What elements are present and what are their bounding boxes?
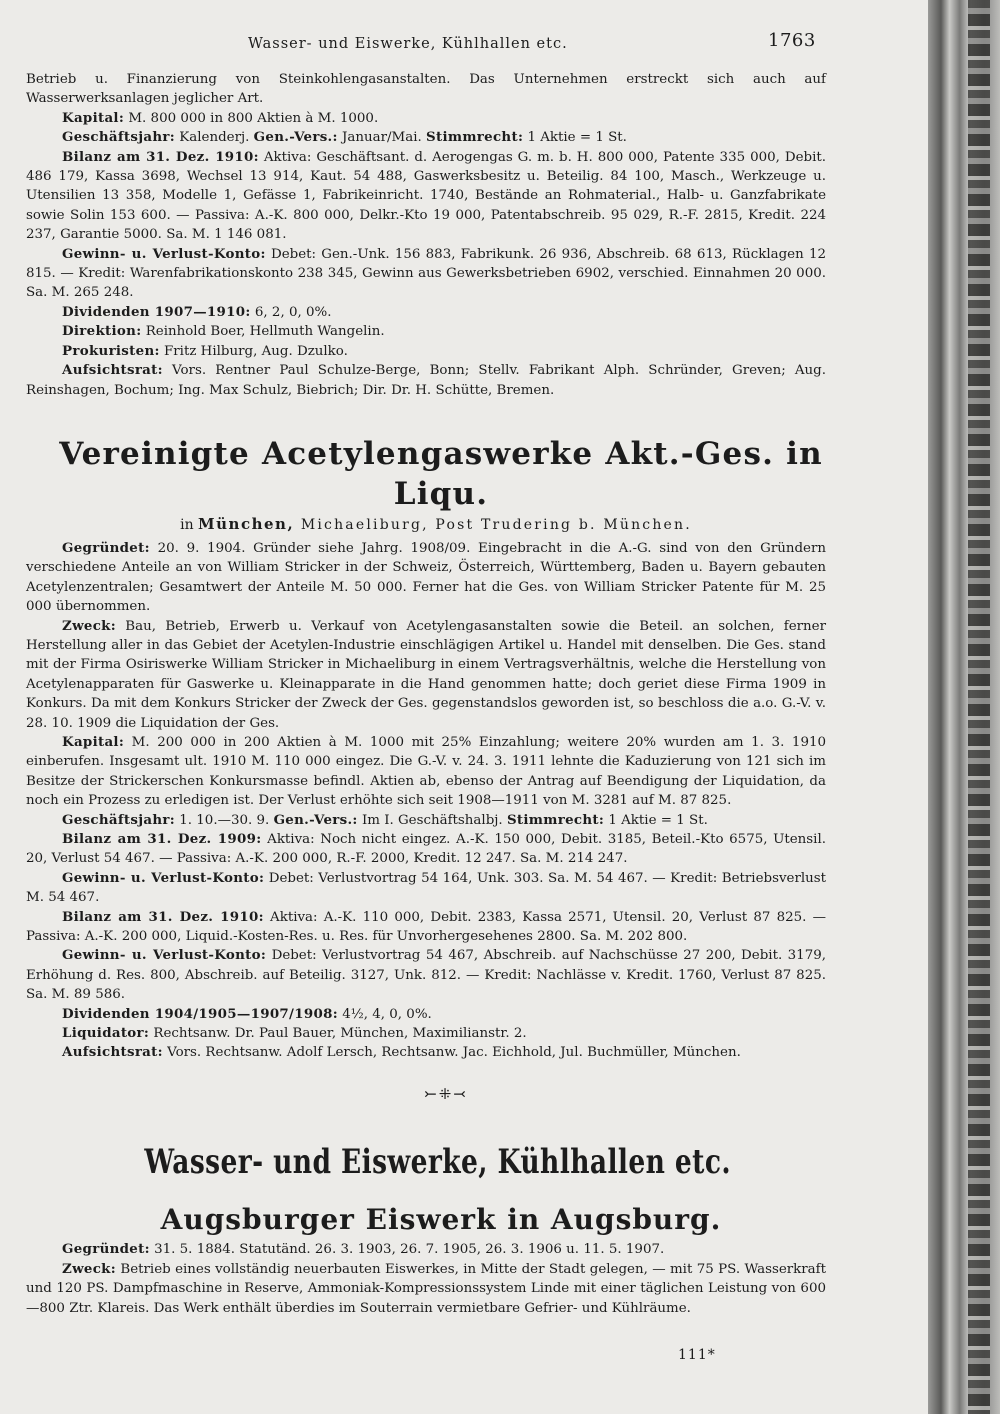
entry-intro: [26, 70, 826, 109]
kapital-label: Kapital:: [62, 109, 125, 126]
bilanz-text: Aktiva: Geschäftsant. d. Aerogengas G. m. b. H. 800 000, Patente 335 000, Debit. 486 179, Kassa 3698, Wechsel 13 914, Kaut. 54 488, Gaswerksbesitz u. Beteilig. 84 100, Masch., Werkzeuge u. Utensilien 13 358, Modelle 1, Gefässe 1, Fabrikeinricht. 1740, Bestände an Rohmaterial., Halb- u. Ganzfabrikate sowie Solin 153 600. — Passiva: A.-K. 800 000, Delkr.-Kto 19 000, Patentabschreib. 95 029, R.-F. 2815, Kredit. 224 237, Garantie 5000. Sa. M. 1 146 081.: [26, 149, 826, 243]
entry-gegruendet: [26, 1240, 826, 1259]
entry-aufsichtsrat: [26, 1043, 826, 1062]
bilanz-label: Bilanz am 31. Dez. 1910:: [62, 148, 259, 165]
section-title: Wasser- und Eiswerke, Kühlhallen etc.: [144, 1142, 731, 1183]
prokuristen-label: Prokuristen:: [62, 342, 160, 359]
gen-vers-label: Gen.-Vers.:: [273, 811, 358, 828]
zweck-text: Betrieb eines vollständig neuerbauten Eiswerkes, in Mitte der Stadt gelegen, — mit 75 PS. Wasserkraft und 120 PS. Dampfmaschine in Reserve, Ammoniak-Kompressionssystem Linde mit einer täglichen Leistung von 600—800 Ztr. Klareis. Das Werk enthält überdies im Souterrain vermietbare Gefrier- und Kühlräume.: [26, 1261, 826, 1316]
aufsichtsrat-text: Vors. Rentner Paul Schulze-Berge, Bonn; Stellv. Fabrikant Alph. Schründer, Greven; Aug. Reinshagen, Bochum; Ing. Max Schulz, Biebrich; Dir. Dr. H. Schütte, Bremen.: [26, 363, 826, 398]
intro-text: Betrieb u. Finanzierung von Steinkohlengasanstalten. Das Unternehmen erstreckt sich auch auf Wasserwerksanlagen jeglicher Art.: [26, 72, 826, 107]
entry-guv-1909: [26, 869, 826, 908]
dividenden-text: 4½, 4, 0, 0%.: [337, 1006, 432, 1022]
entry-zweck: [26, 1260, 826, 1318]
guv-text: Debet: Gen.-Unk. 156 883, Fabrikunk. 26 936, Abschreib. 68 613, Rücklagen 12 815. — Kredit: Warenfabrikationskonto 238 345, Gewinn aus Gewerksbetrieben 6902, verschied. Einnahmen 20 000. Sa. M. 265 248.: [26, 246, 826, 301]
liquidator-label: Liquidator:: [62, 1025, 150, 1042]
entry-gegruendet: [26, 539, 826, 617]
page-header: [0, 30, 928, 60]
stimmrecht-text: 1 Aktie = 1 St.: [523, 130, 627, 146]
entry-liquidator: [26, 1024, 826, 1043]
bilanz-1909-label: Bilanz am 31. Dez. 1909:: [62, 831, 262, 847]
location-address: Michaeliburg, Post Trudering b. München.: [294, 516, 692, 533]
geschaeftsjahr-text: Kalenderj.: [175, 130, 254, 146]
prokuristen-text: Fritz Hilburg, Aug. Dzulko.: [159, 343, 348, 359]
aufsichtsrat-label: Aufsichtsrat:: [62, 1044, 163, 1061]
zweck-label: Zweck:: [62, 1260, 116, 1277]
bilanz-1909-text: Aktiva: Noch nicht eingez. A.-K. 150 000, Debit. 3185, Beteil.-Kto 6575, Utensil. 20, Verlust 54 467. — Passiva: A.-K. 200 000, R.-F. 2000, Kredit. 12 247. Sa. M. 214 247.: [26, 832, 827, 867]
geschaeftsjahr-label: Geschäftsjahr:: [62, 129, 175, 146]
guv-1909-text: Debet: Verlustvortrag 54 164, Unk. 303. Sa. M. 54 467. — Kredit: Betriebsverlust M. 54 467.: [26, 870, 827, 906]
guv-label: Gewinn- u. Verlust-Konto:: [62, 245, 266, 262]
entry-aufsichtsrat: [26, 361, 826, 400]
dividenden-label: Dividenden 1904/1905—1907/1908:: [62, 1005, 338, 1022]
dividenden-label: Dividenden 1907—1910:: [62, 303, 251, 320]
direktion-label: Direktion:: [62, 323, 142, 340]
direktion-text: Reinhold Boer, Hellmuth Wangelin.: [141, 324, 385, 340]
gegruendet-text: 20. 9. 1904. Gründer siehe Jahrg. 1908/09. Eingebracht in die A.-G. sind von den Gründern verschiedene Anteile an von William Stricker in der Schweiz, Österreich, Württemberg, Baden u. Bayern gebauten Acetylenzentralen; Gesamtwert der Anteile M. 50 000. Ferner hat die Ges. von William Stricker Patente für M. 25 000 übernommen.: [26, 540, 826, 615]
kapital-label: Kapital:: [62, 733, 125, 750]
liquidator-text: Rechtsanw. Dr. Paul Bauer, München, Maximilianstr. 2.: [149, 1026, 527, 1042]
entry-kapital: [26, 733, 826, 811]
bilanz-1910-label: Bilanz am 31. Dez. 1910:: [62, 908, 264, 925]
entry-prokuristen: [26, 342, 826, 361]
location-city: München,: [198, 514, 295, 533]
aufsichtsrat-text: Vors. Rechtsanw. Adolf Lersch, Rechtsanw. Jac. Eichhold, Jul. Buchmüller, München.: [162, 1045, 741, 1061]
page-number: 1763: [768, 30, 816, 51]
guv-1909-label: Gewinn- u. Verlust-Konto:: [62, 869, 265, 886]
company-title: Vereinigte Acetylengaswerke Akt.-Ges. in Liqu.: [59, 435, 823, 512]
entry-bilanz-1910: [26, 908, 826, 947]
gen-vers-text: Januar/Mai.: [337, 130, 427, 146]
gegruendet-label: Gegründet:: [62, 539, 150, 556]
entry-guv-1910: [26, 946, 826, 1004]
gen-vers-text: Im I. Geschäftshalbj.: [357, 812, 507, 828]
entry-bilanz-1909: [26, 830, 826, 869]
entry-dividenden: [26, 303, 826, 322]
signature-mark: 111*: [678, 1347, 716, 1363]
entry-direktion: [26, 322, 826, 341]
bilanz-1910-text: Aktiva: A.-K. 110 000, Debit. 2383, Kassa 2571, Utensil. 20, Verlust 87 825. — Passiva: A.-K. 200 000, Liquid.-Kosten-Res. u. Res. für Unvorhergesehenes 2800. Sa. M. 202 800.: [26, 909, 826, 945]
company-title: Augsburger Eiswerk in Augsburg.: [160, 1203, 722, 1237]
company-location: [26, 514, 826, 535]
entry-bilanz: [26, 148, 826, 245]
guv-1910-label: Gewinn- u. Verlust-Konto:: [62, 947, 267, 964]
gegruendet-label: Gegründet:: [62, 1241, 150, 1258]
stimmrecht-label: Stimmrecht:: [426, 129, 524, 146]
running-head: Wasser- und Eiswerke, Kühlhallen etc.: [248, 36, 568, 52]
entry-guv: [26, 245, 826, 303]
gen-vers-label: Gen.-Vers.:: [253, 129, 338, 146]
entry-geschaeftsjahr: [26, 128, 826, 147]
section-ornament: ⤚⁜⤙: [424, 1084, 468, 1103]
dividenden-text: 6, 2, 0, 0%.: [250, 304, 332, 320]
geschaeftsjahr-text: 1. 10.—30. 9.: [175, 812, 274, 828]
entry-dividenden: [26, 1005, 826, 1024]
entry-kapital: [26, 109, 826, 128]
page-body: [26, 70, 826, 1318]
entry-zweck: [26, 617, 826, 733]
book-gutter: [928, 0, 1000, 1414]
zweck-label: Zweck:: [62, 617, 116, 634]
guv-1910-text: Debet: Verlustvortrag 54 467, Abschreib. auf Nachschüsse 27 200, Debit. 3179, Erhöhung d. Res. 800, Abschreib. auf Beteilig. 3127, Unk. 812. — Kredit: Nachlässe v. Kredit. 1760, Verlust 87 825. Sa. M. 89 586.: [26, 948, 826, 1003]
kapital-text: M. 800 000 in 800 Aktien à M. 1000.: [124, 110, 379, 126]
geschaeftsjahr-label: Geschäftsjahr:: [62, 811, 175, 828]
stimmrecht-text: 1 Aktie = 1 St.: [604, 812, 708, 828]
book-spine: [968, 0, 990, 1414]
zweck-text: Bau, Betrieb, Erwerb u. Verkauf von Acetylengasanstalten sowie die Beteil. an solchen, ferner Herstellung aller in das Gebiet der Acetylen-Industrie einschlägigen Artikel u. Handel mit denselben. Die Ges. stand mit der Firma Osiriswerke William Stricker in Michaeliburg in einem Vertragsverhältnis, welche die Herstellung von Acetylenapparaten für Gaswerke u. Kleinapparate in die Hand genommen hatte; doch geriet diese Firma 1909 in Konkurs. Da mit dem Konkurs Stricker der Zweck der Ges. gegenstandslos geworden ist, so beschloss die a.o. G.-V. v. 28. 10. 1909 die Liquidation der Ges.: [26, 618, 826, 731]
aufsichtsrat-label: Aufsichtsrat:: [62, 362, 163, 379]
location-prefix: in: [180, 516, 199, 533]
stimmrecht-label: Stimmrecht:: [506, 811, 605, 828]
entry-geschaeftsjahr: [26, 811, 826, 830]
gegruendet-text: 31. 5. 1884. Statutänd. 26. 3. 1903, 26. 7. 1905, 26. 3. 1906 u. 11. 5. 1907.: [149, 1242, 665, 1258]
kapital-text: M. 200 000 in 200 Aktien à M. 1000 mit 25% Einzahlung; weitere 20% wurden am 1. 3. 1910 einberufen. Insgesamt ult. 1910 M. 110 000 eingez. Die G.-V. v. 24. 3. 1911 lehnte die Kaduzierung von 121 sich im Besitze der Strickerschen Konkursmasse befindl. Aktien ab, ebenso der Antrag auf Beendigung der Liquidation, da noch ein Prozess zu erledigen ist. Der Verlust erhöhte sich seit 1908—1911 von M. 3281 auf M. 87 825.: [26, 734, 826, 809]
